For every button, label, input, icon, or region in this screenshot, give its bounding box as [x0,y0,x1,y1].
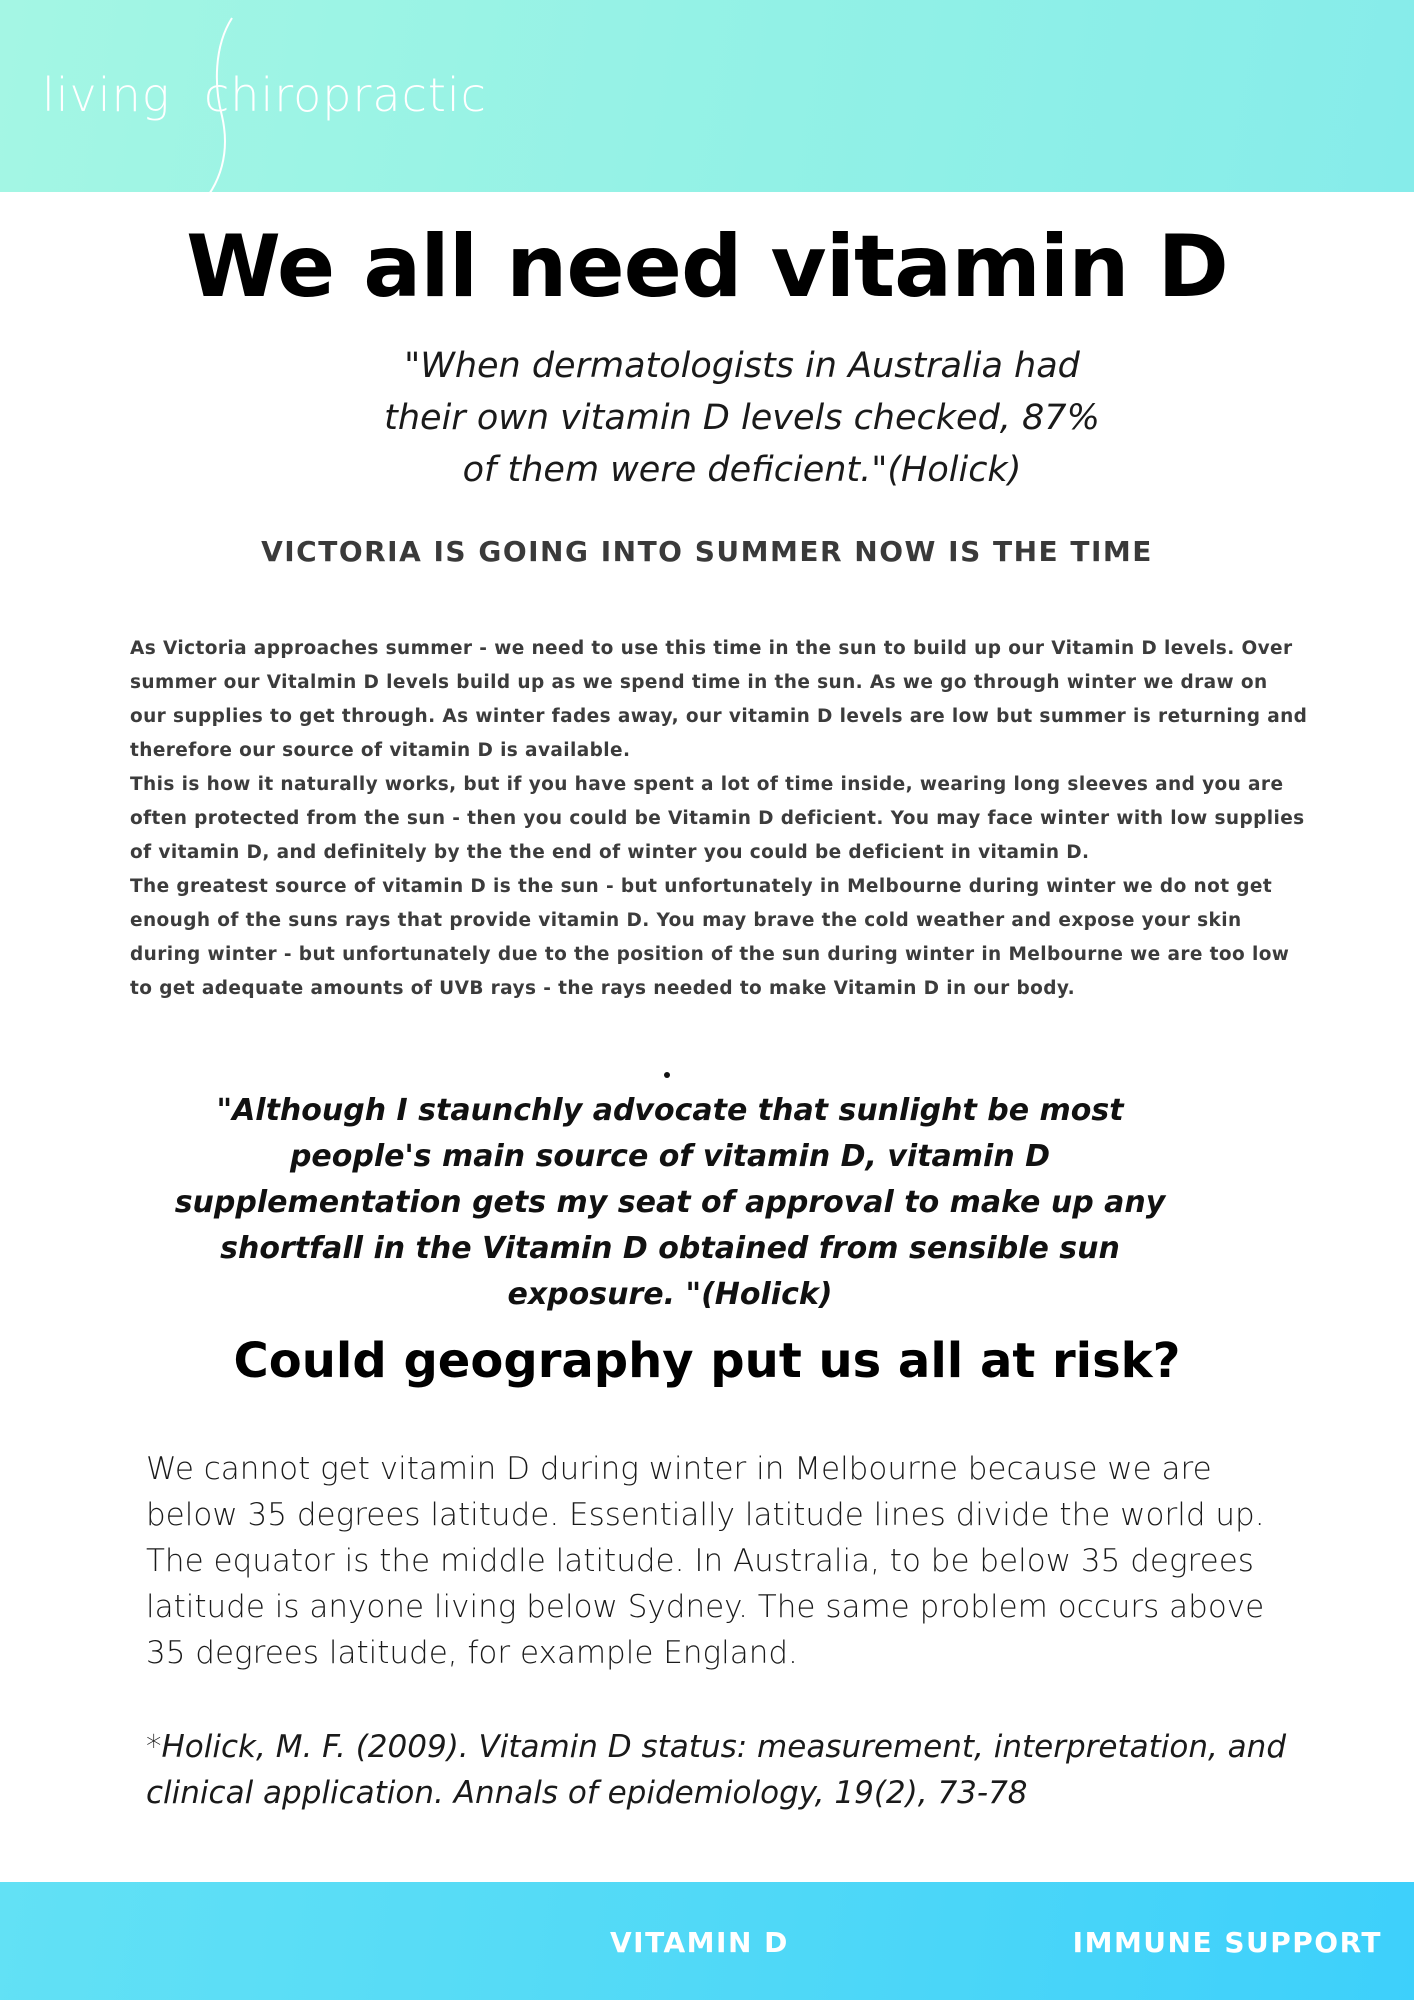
body-text [130,632,1310,1006]
geography-heading: Could geography put us all at risk? [233,1333,1181,1389]
logo-text-left: living [42,68,171,122]
header-banner [0,0,1414,192]
footer-banner [0,1882,1414,2000]
logo-text-right: chiropractic [204,68,487,122]
footer-tag-immune-support: IMMUNE SUPPORT [1072,1926,1382,1959]
geography-paragraph: We cannot get vitamin D during winter in Melbourne because we are below 35 degrees latitude. Essentially latitude lines divide the world up. The equator is the middle latitude. In Australia, to be below 35 degrees latitude is anyone living below Sydney. The same problem occurs above 35 degrees latitude, for example England. [146,1451,1265,1671]
footer-tag-vitamin-d: VITAMIN D [610,1926,789,1959]
citation-text: Holick, M. F. (2009). Vitamin D status: measurement, interpretation, and clinical application. Annals of epidemiology, 19(2), 73-78 [146,1729,1287,1811]
citation [146,1724,1306,1816]
citation-marker: * [146,1729,162,1765]
body-paragraph: The greatest source of vitamin D is the sun - but unfortunately in Melbourne during winter we do not get enough of the suns rays that provide vitamin D. You may brave the cold weather and expose your skin during winter - but unfortunately due to the position of the sun during winter in Melbourne we are too low to get adequate amounts of UVB rays - the rays needed to make Vitamin D in our body. [130,876,1290,999]
page-title: We all need vitamin D [186,217,1228,317]
supplementation-quote: "Although I staunchly advocate that sunlight be most people's main source of vitamin D, vitamin D supplementation gets my seat of approval to make up any shortfall in the Vitamin D obtained from sensible sun exposure. "(Holick) [174,1093,1166,1312]
body-paragraph: This is how it naturally works, but if you have spent a lot of time inside, wearing long sleeves and you are often protected from the sun - then you could be Vitamin D deficient. You may face winter with low supplies of vitamin D, and definitely by the the end of winter you could be deficient in vitamin D. [130,774,1305,863]
separator-dot [664,1072,670,1078]
body-paragraph: As Victoria approaches summer - we need to use this time in the sun to build up our Vitamin D levels. Over summer our Vitalmin D levels build up as we spend time in the sun. As we go through winter we draw on our supplies to get through. As winter fades away, our vitamin D levels are low but summer is returning and therefore our source of vitamin D is available. [130,638,1308,761]
season-subheading: VICTORIA IS GOING INTO SUMMER NOW IS THE TIME [261,535,1153,568]
dermatologist-quote: "When dermatologists in Australia had their own vitamin D levels checked, 87% of them were deficient."(Holick) [384,346,1100,490]
